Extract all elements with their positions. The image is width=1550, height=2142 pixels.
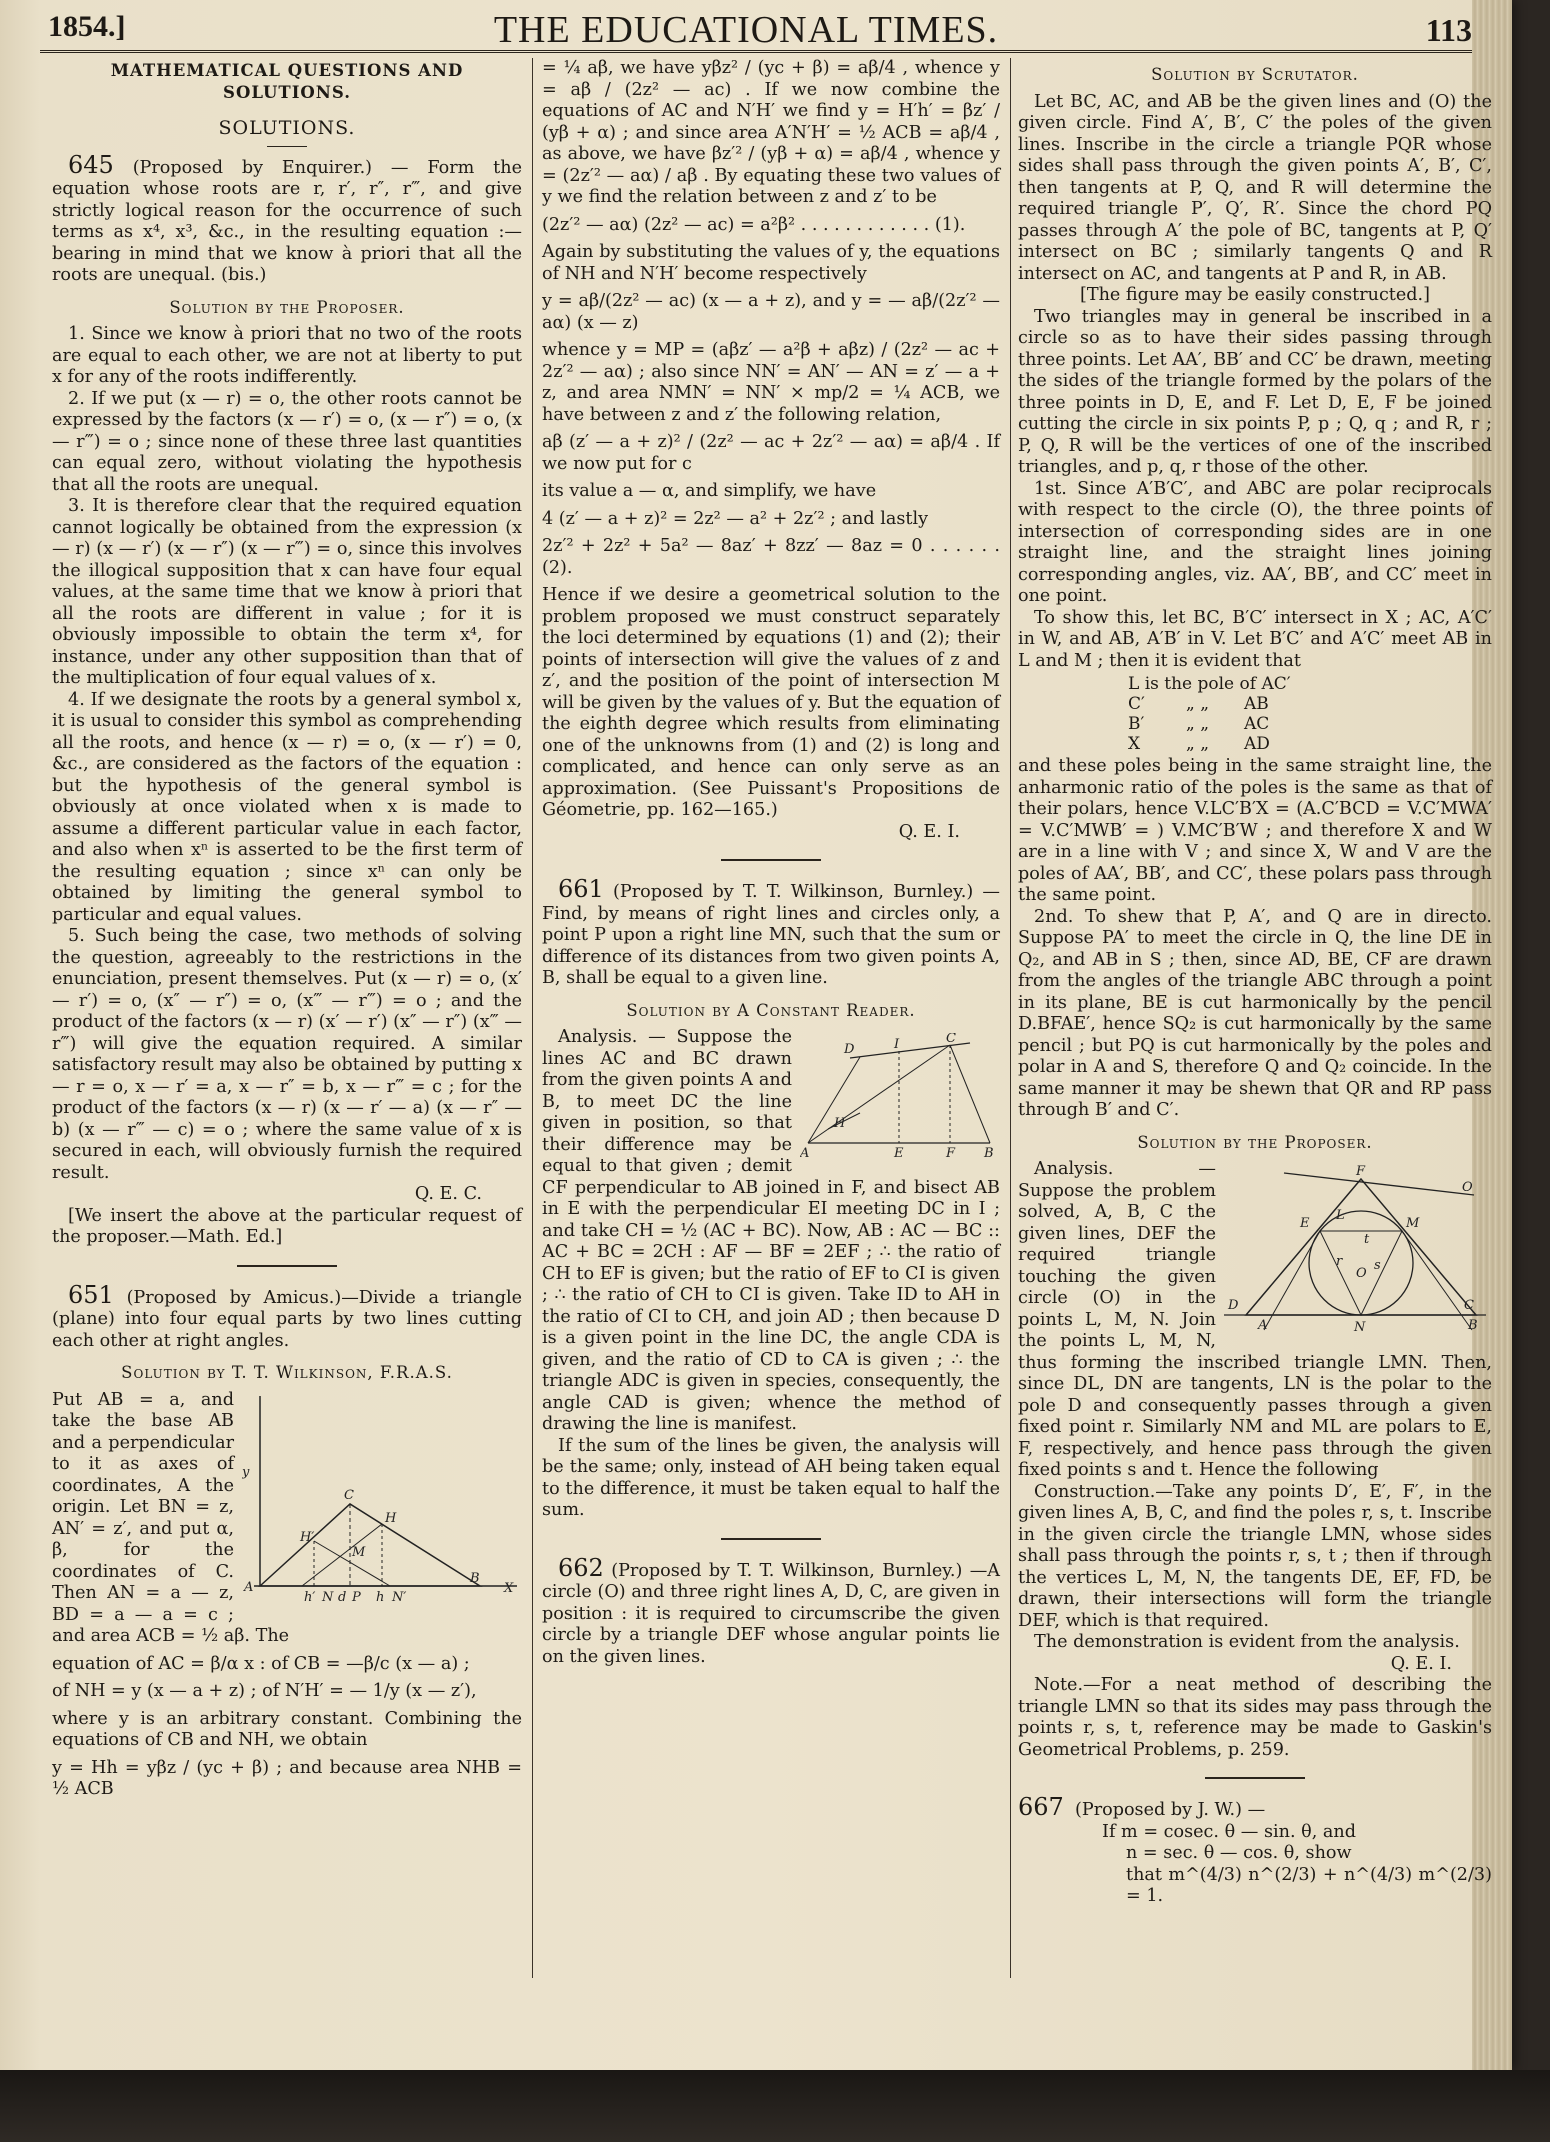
solution-heading: Solution by the Proposer. [169,297,405,317]
paragraph: Two triangles may in general be inscribed in a circle so as to have their sides passing through three points. Let AA′, BB′ and CC′ be drawn, meeting the sides of the triangle formed by the polars of the three points in D, E, and F. Let D, E, F be joined cutting the circle in six points P, p ; Q, q ; and R, r ; P, Q, R will be the vertices of one of the inscribed triangles, and p, q, r those of the other. [1018,306,1492,477]
equation: 4 (z′ — a + z)² = 2z² — a² + 2z′² ; and lastly [542,508,929,529]
fig-label: N′ [392,1589,407,1605]
editor-note: [We insert the above at the particular request of the proposer.—Math. Ed.] [52,1205,522,1247]
fig-label: B [1468,1318,1478,1333]
fig-label: F [1356,1165,1366,1179]
question-number: 667 [1018,1793,1064,1821]
fig-label: C [344,1487,354,1503]
fig-label: E [894,1146,904,1161]
fig-label: D [844,1042,855,1057]
paragraph: Again by substituting the values of y, the equations of NH and N′H′ become respectively [542,242,1000,284]
column-1 [52,58,522,1807]
question-text: (Proposed by T. T. Wilkinson, Burnley.) —Find, by means of right lines and circles only, a point P upon a right line MN, such that the sum or difference of its distances from two given points A, B, shall be equal to a given line. [542,882,1001,988]
page-number: 113 [1425,12,1472,48]
fig-label: A [1258,1318,1268,1333]
question-line: that m^(4/3) n^(2/3) + n^(4/3) m^(2/3) = 1. [1126,1864,1492,1906]
poles-row [1128,694,1492,714]
question-number: 651 [68,1280,114,1309]
pole-cell: AB [1244,694,1269,714]
column-rule-2 [1010,58,1011,1978]
paragraph: If the sum of the lines be given, the analysis will be the same; only, instead of AH being taken equal to the difference, it must be taken equal to half the sum. [542,1435,1000,1520]
fig-label: F [946,1146,956,1161]
question-number: 662 [558,1553,604,1582]
fig-label: D [1228,1298,1239,1313]
fig-label: C [1464,1298,1474,1313]
paragraph: 4. If we designate the roots by a general symbol x, it is usual to consider this symbol as comprehending all the roots, and hence (x — r) = o, (x — r′) = 0, &c., are considered as the factors of the equation : but the hypothesis of the general symbol is obviously at once violated when x is made to assume a different particular value in each factor, and also when xⁿ is asserted to be the first term of the resulting equation ; since xⁿ can only be obtained by limiting the general symbol to particular and equal values. [52,689,522,925]
poles-table [1128,674,1492,754]
paragraph: Hence if we desire a geometrical solution to the problem proposed we must construct separately the loci determined by equations (1) and (2); their points of intersection will give the values of z and z′, and the position of the point of intersection M will be given by the values of y. But the equation of the eighth degree which results from eliminating one of the unknowns from (1) and (2) is long and complicated, and hence can only serve as an approximation. (See Puissant's Propositions de Géometrie, pp. 162—165.) [542,585,1000,820]
pole-cell: AC [1244,714,1270,734]
equation: y = Hh = yβz / (yc + β) ; and because area NHB = ½ ACB [52,1757,522,1799]
divider [1205,1777,1305,1779]
paragraph: Note.—For a neat method of describing the triangle LMN so that its sides may pass through the points r, s, t, reference may be made to Gaskin's Geometrical Problems, p. 259. [1018,1675,1492,1760]
question-667 [1018,1793,1492,1822]
solution-heading: Solution by A Constant Reader. [626,1000,916,1020]
poles-row [1128,734,1492,754]
question-text: (Proposed by T. T. Wilkinson, Burnley.) —A circle (O) and three right lines A, D, C, are given in position : it is required to circumscribe the given circle by a triangle DEF whose angular points lie on the given lines. [542,1560,1001,1667]
paragraph: Analysis. — Suppose the problem solved, A, B, C the given lines, DEF the required triangle touching the given circle (O) in the points L, M, N. Join the points L, M, N, thus forming the inscribed triangle LMN. Then, since DL, DN are tangents, LN is the polar to the pole D and consequently passes through a given fixed point r. Similarly NM and ML are polars to E, F, respectively, and hence pass through the given fixed points s and t. Hence the following [1018,1159,1492,1480]
paragraph: To show this, let BC, B′C′ intersect in X ; AC, A′C′ in W, and AB, A′B′ in V. Let B′C′ and A′C′ meet AB in L and M ; then it is evident that [1018,607,1492,671]
circle-triangle-figure [1224,1165,1492,1335]
paragraph: 2nd. To shew that P, A′, and Q are in directo. Suppose PA′ to meet the circle in Q, the line DE in Q₂, and AB in S ; then, since AD, BE, CF are drawn from the angles of the triangle ABC through a point in its plane, BE is cut harmonically by the pencil D.BFAE′, hence SQ₂ is cut harmonically by the same pencil ; but PQ is cut harmonically by the poles and polar in A and S, therefore Q and Q₂ coincide. In the same manner it may be shewn that QR and RP pass through B′ and C′. [1018,906,1492,1120]
fig-label: A [244,1579,254,1595]
pole-cell: „ „ [1186,734,1210,754]
fig-label: N [1354,1320,1366,1335]
paragraph: 1st. Since A′B′C′, and ABC are polar reciprocals with respect to the circle (O), the three points of intersection of corresponding sides are in one straight line, and the straight lines joining corresponding angles, viz. AA′, BB′, and CC′ meet in one point. [1018,478,1492,606]
divider [721,859,821,861]
paragraph: 2. If we put (x — r) = o, the other roots cannot be expressed by the factors (x — r′) = o, (x — r″) = o, (x — r‴) = o ; since none of these three last quantities can equal zero, without violating the hypothesis that all the roots are unequal. [52,388,522,495]
fig-label: H [385,1510,397,1526]
paragraph: 5. Such being the case, two methods of solving the question, agreeably to the restrictions in the enunciation, present themselves. Put (x — r) = o, (x′ — r′) = o, (x″ — r″) = o, (x‴ — r‴) = o ; and the product of the factors (x — r) (x′ — r′) (x″ — r″) (x‴ — r‴) will give the equation required. A similar satisfactory result may also be obtained by putting x — r = o, x — r′ = a, x — r″ = b, x — r‴ = c ; for the product of the factors (x — r) (x — r′ — a) (x — r″ — b) (x — r‴ — c) = o ; where the same value of x is secured in each, will obviously furnish the required result. [52,926,522,1183]
paragraph: Analysis. — Suppose the lines AC and BC drawn from the given points A and B, to meet DC the line given in position, so that their difference may be equal to that given ; demit CF perpendicular to AB joined in F, and bisect AB in E with the perpendicular EI meeting DC in I ; and take CH = ½ (AC + BC). Now, AB : AC — BC :: AC + BC = 2CH : AF — BF = 2EF ; ∴ the ratio of CH to EF is given; but the ratio of EF to CI is given ; ∴ the ratio of CH to CI is given. Take ID to AH in the ratio of CI to CH, and join AD ; then because D is a given point in the line DC, the angle CDA is given, and the ratio of CD to CA is given ; ∴ the triangle ADC is given in species, consequently, the angle CAD is given; whence the method of drawing the line is manifest. [542,1027,1000,1434]
fig-label: N [322,1589,334,1605]
paragraph: its value a — α, and simplify, we have [542,481,877,501]
header-rule [40,50,1472,53]
pole-cell: B′ [1128,714,1145,734]
pole-cell: X [1128,734,1141,754]
bracket-note: [The figure may be easily constructed.] [1079,285,1431,305]
scan-background [0,2070,1550,2142]
fig-label: y [242,1464,250,1480]
qei-mark: Q. E. I. [1390,1653,1452,1674]
paragraph: Put AB = a, and take the base AB and a perpendicular to it as axes of coordinates, A the origin. Let BN = z, AN′ = z′, and put α, β, for the coordinates of C. Then AN = a — z, BD = a — a = c ; and area ACB = ½ aβ. The [52,1389,290,1646]
triangle-figure [242,1396,522,1606]
column-2 [542,58,1000,1668]
fig-label: C [946,1033,956,1046]
fig-label: X [504,1580,514,1596]
fig-label: r [1336,1254,1343,1269]
equation-2: 2z′² + 2z² + 5a² — 8az′ + 8zz′ — 8az = 0 . . . . . . (2). [542,536,1000,578]
fig-label: H [834,1116,846,1131]
fig-label: H′ [300,1529,315,1545]
fig-label: A [800,1146,810,1161]
paragraph: The demonstration is evident from the analysis. [1034,1632,1460,1652]
question-651 [52,1280,522,1353]
question-number: 661 [558,875,604,903]
fig-label: E [1300,1216,1310,1231]
lines-figure [800,1033,1000,1163]
fig-label: O [1462,1180,1473,1195]
question-line: If m = cosec. θ — sin. θ, and [1102,1821,1356,1842]
column-rule-1 [532,58,533,1978]
paragraph: 1. Since we know à priori that no two of the roots are equal to each other, we are not at liberty to put x for any of the roots indifferently. [52,324,522,387]
paragraph: where y is an arbitrary constant. Combining the equations of CB and NH, we obtain [52,1708,522,1750]
section-title: MATHEMATICAL QUESTIONS AND SOLUTIONS. [110,61,464,102]
fig-label: d [338,1589,347,1605]
question-text: (Proposed by Enquirer.) — Form the equation whose roots are r, r′, r″, r‴, and give strictly logical reason for the occurrence of such terms as x⁴, x³, &c., in the resulting equation :— bearing in mind that we know à priori that all the roots are unequal. (bis.) [52,157,522,285]
divider [721,1538,821,1540]
poles-row [1128,674,1492,694]
paragraph: whence y = MP = (aβz′ — a²β + aβz) / (2z² — ac + 2z′² — aα) ; also since NN′ = AN′ — AN = z′ — a + z, and area NMN′ = NN′ × mp/2 = ¼ ACB, we have between z and z′ the following relation, [542,340,1000,425]
qei-mark: Q. E. I. [898,821,960,842]
equation: y = aβ/(2z² — ac) (x — a + z), and y = — aβ/(2z′² — aα) (x — z) [542,291,1000,333]
pole-cell: L is the pole of AC′ [1128,674,1291,694]
paragraph: and these poles being in the same straight line, the anharmonic ratio of the poles is the same as that of their polars, hence V.LC′B′X = (A.C′BCD = V.C′MWA′ = V.C′MWB′ = ) V.MC′B′W ; and therefore X and W are in a line with V ; and since X, W and V are the poles of AA′, BB′, and CC′, these polars pass through the same point. [1018,756,1492,905]
poles-row [1128,714,1492,734]
question-number: 645 [68,150,114,179]
question-645 [52,150,522,287]
fig-label: h [376,1589,385,1605]
fig-label: B [984,1146,994,1161]
question-line: n = sec. θ — cos. θ, show [1126,1843,1352,1863]
equation: of NH = y (x — a + z) ; of N′H′ = — 1/y (x — z′), [52,1681,477,1701]
header-year: 1854.] [48,10,126,43]
pole-cell: „ „ [1186,714,1210,734]
fig-label: I [894,1037,900,1052]
pole-cell: „ „ [1186,694,1210,714]
paragraph: Let BC, AC, and AB be the given lines and (O) the given circle. Find A′, B′, C′ the poles of the given lines. Inscribe in the circle a triangle PQR whose sides shall pass through the given points A′, B′, C′, then tangents at P, Q, and R will determine the required triangle P′, Q′, R′. Since the chord PQ passes through A′ the pole of BC, tangents at P, Q′ intersect on BC ; similarly tangents Q and R intersect on AC, and tangents at P and R, in AB. [1018,91,1492,284]
paragraph: Construction.—Take any points D′, E′, F′, in the given lines A, B, C, and find the poles r, s, t. Inscribe in the given circle the triangle LMN, whose sides shall pass through the points r, s, t ; then if through the vertices L, M, N, the tangents DE, EF, FD, be drawn, their intersections will form the triangle DEF, which is that required. [1018,1481,1492,1631]
question-text: (Proposed by J. W.) — [1075,1800,1266,1820]
divider [267,146,307,147]
fig-label: M [1406,1216,1420,1231]
pole-cell: C′ [1128,694,1145,714]
pole-cell: AD [1244,734,1270,754]
question-661 [542,875,1001,990]
paragraph: = ¼ aβ, we have yβz² / (yc + β) = aβ/4 , whence y = aβ / (2z² — ac) . If we now combine the equations of AC and N′H′ we find y = H′h′ = βz′ / (yβ + α) ; and since area A′N′H′ = ½ ACB = aβ/4 , as above, we have βz′² / (yβ + α) = aβ/4 , whence y = (2z′² — aα) / aβ . By equating these two values of y we find the relation between z and z′ to be [542,58,1000,207]
paragraph: 3. It is therefore clear that the required equation cannot logically be obtained from the expression (x — r) (x — r′) (x — r″) (x — r‴) = o, since this involves the illogical supposition that x can have four equal values, at the same time that we know à priori that all the roots are different in value ; for it is obviously impossible to obtain the term x⁴, for instance, under any other supposition than that of the multiplication of four equal values of x. [52,496,522,688]
question-662 [542,1553,1001,1669]
equation-1: (2z′² — aα) (2z² — ac) = a²β² . . . . . . . . . . . . (1). [542,214,966,235]
solution-heading: Solution by the Proposer. [1137,1132,1373,1152]
solutions-heading: SOLUTIONS. [218,117,356,139]
question-text: (Proposed by Amicus.)—Divide a triangle (plane) into four equal parts by two lines cutting each other at right angles. [52,1287,522,1351]
fig-label: t [1364,1232,1370,1247]
column-3 [1018,58,1492,1908]
divider [237,1265,337,1267]
equation: aβ (z′ — a + z)² / (2z² — ac + 2z′² — aα) = aβ/4 . If we now put for c [542,432,1000,474]
fig-label: h′ [304,1589,316,1605]
fig-label: P [352,1589,361,1605]
solution-heading: Solution by T. T. Wilkinson, F.R.A.S. [121,1363,453,1382]
page-header [40,8,1472,52]
equation: equation of AC = β/α x : of CB = —β/c (x — a) ; [52,1653,470,1674]
fig-label: B [470,1570,480,1586]
fig-label: M [352,1544,366,1560]
solution-heading: Solution by Scrutator. [1151,65,1359,84]
fig-label: L [1336,1208,1345,1223]
qec-mark: Q. E. C. [414,1184,482,1204]
fig-label: O [1356,1266,1367,1281]
header-title: THE EDUCATIONAL TIMES. [493,9,999,51]
fig-label: s [1374,1258,1381,1273]
